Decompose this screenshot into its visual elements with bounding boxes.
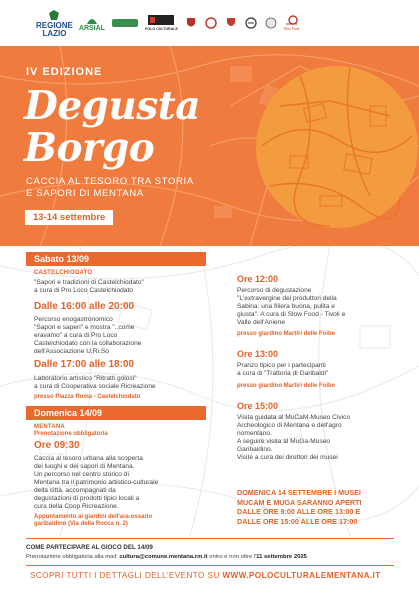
partner-badge-icon: [264, 17, 278, 29]
saturday-location: CASTELCHIODATO: [34, 270, 93, 276]
announce-line: MUCAM E MUGA SARANNO APERTI: [237, 497, 362, 507]
booking-mid: entro e non oltre l': [207, 554, 257, 560]
subtitle-line2: E SAPORI DI MENTANA: [26, 188, 144, 199]
saturday-intro: [34, 279, 144, 295]
museum-opening-announcement: [237, 488, 361, 526]
saturday-intro-line: a cura di Pro Loco Castelchiodato: [34, 287, 133, 294]
announce-line: DALLE ORE 9:00 ALLE ORE 13:00 E: [237, 507, 361, 516]
partner-logo-3: [111, 17, 139, 30]
event-title-line2: Borgo: [24, 125, 155, 171]
right-time-1: Ore 12:00: [237, 274, 279, 284]
sunday-text-line: degustazioni di prodotti tipici locali a: [34, 495, 140, 502]
saturday-text-line: eravamo" a cura di Pro Loco: [34, 332, 118, 339]
saturday-intro-line: "Sapori e tradizioni di Castelchiodato": [34, 279, 144, 286]
right-text-2: [237, 362, 328, 378]
partner-logo-7: [224, 17, 238, 30]
website-link[interactable]: WWW.POLOCULTURALEMENTANA.IT: [222, 571, 381, 580]
partner-ring-icon: [244, 17, 258, 29]
partner-logo-5: [184, 17, 198, 30]
booking-info: [26, 554, 307, 560]
arsial-logo: [79, 14, 105, 31]
saturday-text-line: Percorso enogastronomico: [34, 316, 113, 323]
slow-food-label: Slow Food: [283, 27, 300, 32]
saturday-time-1: Dalle 16:00 alle 20:00: [34, 301, 135, 312]
saturday-text-line: Castelchiodato con la collaborazione: [34, 340, 142, 347]
polo-culturale-logo: [145, 14, 178, 31]
announce-line: DALLE ORE 15:00 ALLE ORE 17:00: [237, 516, 358, 526]
edition-label: IV EDIZIONE: [26, 66, 103, 78]
slow-food-logo: [284, 14, 299, 31]
right-place-1: presso giardino Martiri delle Foibe: [237, 331, 336, 337]
sunday-text-line: della città, accompagnati da: [34, 487, 116, 494]
polo-culturale-emblem-icon: [147, 14, 175, 26]
footer-divider-top: [26, 538, 394, 539]
partner-star-icon: [204, 17, 218, 29]
saturday-header: Sabato 13/09: [26, 252, 206, 266]
right-text-line: Percorso di degustazione: [237, 287, 312, 294]
partner-crest-icon: [184, 17, 198, 29]
partner-shield-icon: [224, 17, 238, 29]
right-text-line: "L'extravergine dei produttori della: [237, 295, 337, 302]
booking-deadline: 11 settembre 2025: [256, 554, 307, 560]
announce-line: DOMENICA 14 SETTEMBRE I MUSEI: [237, 488, 361, 497]
regione-lazio-logo: [36, 9, 73, 38]
sunday-text-line: Un percorso nel centro storico di: [34, 471, 129, 478]
arsial-label: ARSIAL: [78, 25, 105, 33]
right-text-3: [237, 414, 350, 462]
saturday-text-2: [34, 375, 156, 391]
saturday-text-line: "Sapori e saperi" e mostra "..come: [34, 324, 135, 331]
event-title-line1: Degusta: [24, 83, 200, 129]
partner-emblem-icon: [111, 17, 139, 29]
right-text-line: Visite a cura dei direttori dei musei: [237, 454, 338, 461]
sunday-header: Domenica 14/09: [26, 406, 206, 420]
right-place-2: presso giardino Martiri delle Foibe: [237, 383, 336, 389]
saturday-text-line: a cura di Cooperativa sociale Ricreazione: [34, 383, 156, 390]
right-text-line: Valle dell'Aniene: [237, 319, 286, 326]
right-text-line: Sabina: una filiera buona, pulita e: [237, 303, 335, 310]
regione-lazio-emblem-icon: [47, 9, 61, 21]
meeting-line: garibaldino (Via della Rocca n. 2): [34, 521, 128, 527]
event-subtitle: [26, 176, 194, 200]
right-time-2: Ore 13:00: [237, 349, 279, 359]
partner-logo-9: [264, 17, 278, 30]
right-text-1: [237, 287, 345, 327]
right-text-line: Visita guidata al MuCaM-Museo Civico: [237, 414, 351, 421]
sunday-location: MENTANA: [34, 424, 65, 430]
sunday-meeting-point: [34, 514, 152, 528]
right-text-line: Archeologico di Mentana e dell'agro: [237, 422, 342, 429]
saturday-text-1: [34, 316, 141, 356]
sunday-text-line: Caccia al tesoro urbana alla scoperta: [34, 455, 143, 462]
saturday-text-line: dell'Associazione U.Ri.So: [34, 348, 109, 355]
right-text-line: giusta". A cura di Slow Food - Tivoli e: [237, 311, 346, 318]
right-text-line: a cura di "Trattoria di Garibaldi": [237, 370, 329, 377]
event-dates-badge: 13-14 settembre: [25, 210, 113, 225]
discover-more: [30, 571, 381, 580]
partner-logo-8: [244, 17, 258, 30]
program-section: [0, 246, 419, 536]
snail-icon: [285, 14, 299, 26]
right-text-line: A seguire visita al MuGa-Museo: [237, 438, 331, 445]
sunday-text: [34, 455, 158, 511]
saturday-time-2: Dalle 17:00 alle 18:00: [34, 359, 135, 370]
footer-divider-bottom: [26, 565, 394, 566]
right-text-line: nomentano.: [237, 430, 272, 437]
right-text-line: Garibaldino.: [237, 446, 273, 453]
footer: [0, 536, 419, 600]
sunday-text-line: cura della Coop Ricreazione.: [34, 503, 119, 510]
right-time-3: Ore 15:00: [237, 401, 279, 411]
saturday-text-line: Laboratorio artistico "Ritratti golosi": [34, 375, 137, 382]
meeting-line: Appuntamento ai giardini dell'ara-ossario: [34, 514, 153, 520]
partner-logo-bar: [0, 0, 419, 46]
partner-logo-6: [204, 17, 218, 30]
booking-email-link[interactable]: cultura@comune.mentana.rm.it: [119, 554, 208, 560]
regione-lazio-line2: LAZIO: [42, 28, 67, 38]
polo-culturale-label: POLO CULTURALE: [144, 27, 178, 32]
hero-banner: [0, 46, 419, 246]
saturday-place-2: presso Piazza Roma - Castelchiodato: [34, 394, 141, 400]
discover-prefix: SCOPRI TUTTI I DETTAGLI DELL'EVENTO SU: [30, 571, 223, 580]
sunday-text-line: Mentana tra il patrimonio artistico-culturale: [34, 479, 159, 486]
subtitle-line1: CACCIA AL TESORO TRA STORIA: [26, 176, 194, 187]
right-text-line: Pranzo tipico per i partecipanti: [237, 362, 326, 369]
how-to-participate: COME PARTECIPARE AL GIOCO DEL 14/09: [26, 544, 153, 551]
sunday-text-line: dei luoghi e dei sapori di Mentana.: [34, 463, 135, 470]
regione-lazio-line1: REGIONE: [36, 20, 73, 30]
booking-prefix: Prenotazione obbligatoria alla mail:: [26, 554, 120, 560]
sunday-time: Ore 09:30: [34, 440, 80, 451]
sunday-booking-note: Prenotazione obbligatoria: [34, 431, 108, 437]
